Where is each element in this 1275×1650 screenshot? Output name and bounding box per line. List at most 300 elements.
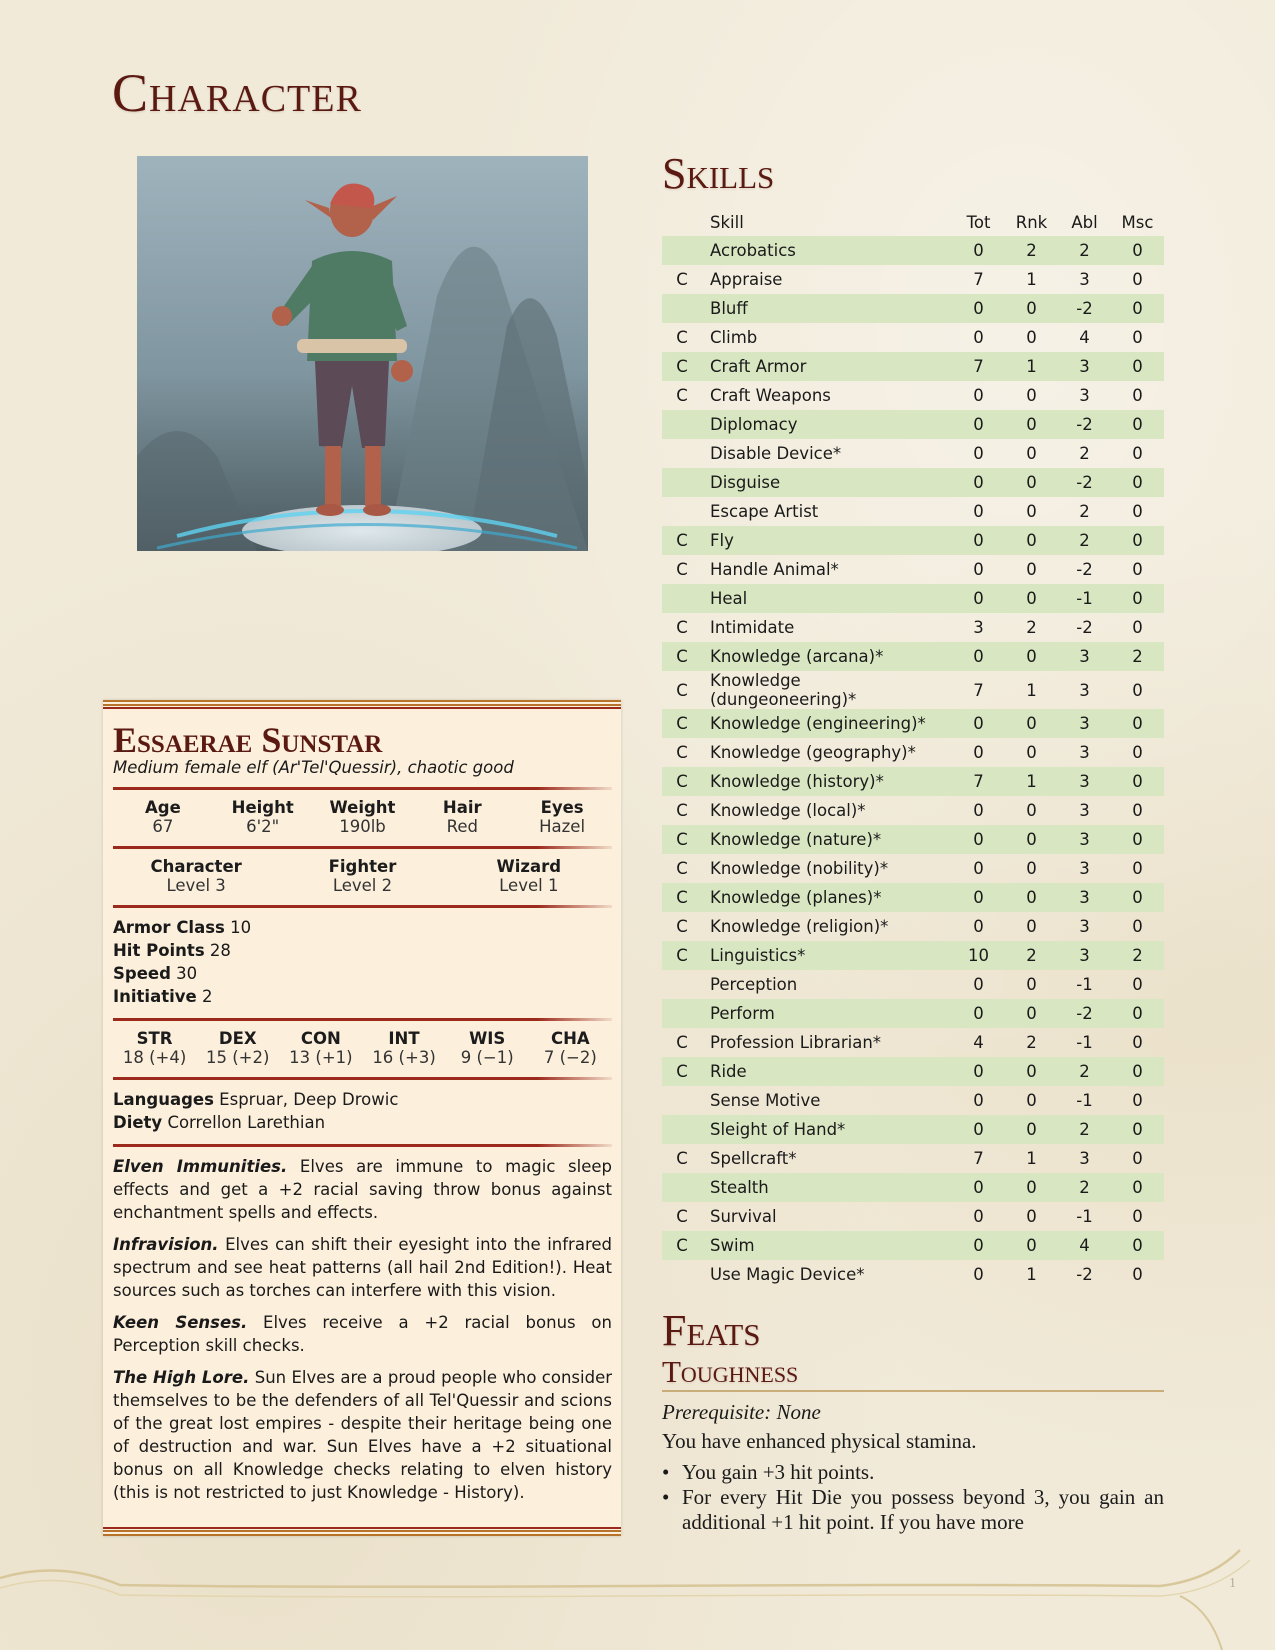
skill-ability: 2 [1079, 1178, 1090, 1197]
skill-ability: -2 [1076, 560, 1093, 579]
table-row [662, 1173, 1164, 1202]
skill-rank: 0 [1026, 299, 1037, 318]
skill-total: 0 [973, 1265, 984, 1284]
skill-rank: 0 [1026, 1091, 1037, 1110]
skill-misc: 0 [1132, 859, 1143, 878]
skill-misc: 0 [1132, 415, 1143, 434]
skill-class-flag: C [676, 1062, 688, 1081]
skill-total: 10 [968, 946, 989, 965]
skill-total: 0 [973, 801, 984, 820]
skill-name: Appraise [710, 270, 783, 289]
skill-ability: 3 [1079, 680, 1090, 700]
skill-ability: 3 [1079, 357, 1090, 376]
skill-misc: 0 [1132, 743, 1143, 762]
skill-misc: 0 [1132, 618, 1143, 637]
skill-ability: 3 [1079, 801, 1090, 820]
skill-ability: 3 [1079, 1149, 1090, 1168]
list-item: • For every Hit Die you possess beyond 3, you gain an additional +1 hit point. If you have more [662, 1485, 1164, 1535]
skill-total: 0 [973, 888, 984, 907]
skill-misc: 0 [1132, 1207, 1143, 1226]
skill-name: Heal [710, 589, 748, 608]
feat-prerequisite: Prerequisite: None [662, 1400, 821, 1424]
skill-total: 3 [973, 618, 984, 637]
skill-name: Knowledge (dungeoneering)* [710, 671, 857, 709]
list-item: • You gain +3 hit points. [662, 1460, 1164, 1485]
skill-total: 0 [973, 473, 984, 492]
skill-name: Fly [710, 531, 734, 550]
skill-misc: 0 [1132, 589, 1143, 608]
skill-ability: 3 [1079, 772, 1090, 791]
skill-misc: 0 [1132, 1120, 1143, 1139]
skill-ability: 3 [1079, 830, 1090, 849]
table-row [662, 294, 1164, 323]
skill-ability: 2 [1079, 502, 1090, 521]
skill-class-flag: C [676, 946, 688, 965]
skill-misc: 0 [1132, 1004, 1143, 1023]
col-msc: Msc [1121, 212, 1154, 232]
ability-dex: DEX 15 (+2) [206, 1029, 270, 1067]
stat-age: Age 67 [145, 798, 181, 836]
skill-ability: 3 [1079, 714, 1090, 733]
table-row [662, 613, 1164, 642]
skill-ability: -2 [1076, 299, 1093, 318]
skill-misc: 0 [1132, 1062, 1143, 1081]
skill-rank: 1 [1026, 1149, 1037, 1168]
skill-class-flag [662, 1115, 702, 1144]
skill-ability: 2 [1079, 1062, 1090, 1081]
skill-total: 0 [973, 444, 984, 463]
skill-total: 0 [973, 415, 984, 434]
skill-total: 0 [973, 560, 984, 579]
skill-rank: 0 [1026, 801, 1037, 820]
stat-weight: Weight 190lb [329, 798, 396, 836]
table-row [662, 825, 1164, 854]
skill-name: Ride [710, 1062, 747, 1081]
skill-name: Swim [710, 1236, 755, 1255]
skill-class-flag: C [676, 1149, 688, 1168]
skill-rank: 0 [1026, 415, 1037, 434]
skill-rank: 0 [1026, 1207, 1037, 1226]
skill-total: 0 [973, 647, 984, 666]
character-name: Essaerae Sunstar [113, 720, 383, 760]
table-row [662, 584, 1164, 613]
skill-rank: 0 [1026, 1062, 1037, 1081]
table-row [662, 999, 1164, 1028]
table-row [662, 1115, 1164, 1144]
skill-name: Escape Artist [710, 502, 819, 521]
divider [113, 1144, 612, 1147]
skill-class-flag: C [676, 888, 688, 907]
skill-ability: -2 [1076, 415, 1093, 434]
skill-total: 0 [973, 975, 984, 994]
divider [113, 905, 612, 908]
skill-total: 0 [973, 1178, 984, 1197]
table-row [662, 1231, 1164, 1260]
feats-title: Feats [662, 1306, 761, 1355]
skill-ability: 2 [1079, 1120, 1090, 1139]
trait-infravision: Infravision. Elves can shift their eyesight into the infrared spectrum and see heat patterns (all hail 2nd Edition!). Heat sources such as torches can interfere with this vision. [113, 1235, 612, 1300]
page-title: Character [112, 63, 362, 123]
defense-stats [113, 916, 612, 1008]
skill-name: Linguistics* [710, 946, 806, 965]
ability-scores [113, 1029, 612, 1067]
skill-ability: -2 [1076, 473, 1093, 492]
level-character: Character Level 3 [150, 857, 242, 895]
character-subtitle: Medium female elf (Ar'Tel'Quessir), chaotic good [113, 758, 514, 777]
skill-total: 0 [973, 1236, 984, 1255]
physical-stats [113, 798, 612, 836]
skill-name: Knowledge (history)* [710, 772, 884, 791]
table-row [662, 526, 1164, 555]
col-rnk: Rnk [1015, 212, 1048, 232]
skill-class-flag: C [676, 647, 688, 666]
skill-misc: 0 [1132, 680, 1143, 700]
skill-misc: 0 [1132, 502, 1143, 521]
table-row [662, 1202, 1164, 1231]
skill-ability: 3 [1079, 917, 1090, 936]
ability-str: STR 18 (+4) [122, 1029, 187, 1067]
skill-class-flag: C [676, 917, 688, 936]
skill-name: Knowledge (nobility)* [710, 859, 889, 878]
skill-name: Disable Device* [710, 444, 842, 463]
skill-misc: 0 [1132, 714, 1143, 733]
skill-misc: 0 [1132, 1178, 1143, 1197]
stat-block [103, 700, 621, 1536]
skill-name: Craft Armor [710, 357, 807, 376]
skill-name: Spellcraft* [710, 1149, 797, 1168]
table-row [662, 709, 1164, 738]
skill-misc: 0 [1132, 531, 1143, 550]
skill-total: 7 [973, 270, 984, 289]
skill-rank: 0 [1026, 975, 1037, 994]
table-row [662, 767, 1164, 796]
skill-ability: 4 [1079, 328, 1090, 347]
skill-total: 0 [973, 1120, 984, 1139]
skill-total: 0 [973, 1091, 984, 1110]
skill-total: 0 [973, 917, 984, 936]
divider [113, 846, 612, 849]
skill-class-flag [662, 970, 702, 999]
table-row [662, 1144, 1164, 1173]
skill-misc: 0 [1132, 1265, 1143, 1284]
skill-class-flag: C [676, 830, 688, 849]
skill-name: Knowledge (nature)* [710, 830, 882, 849]
skill-total: 7 [973, 680, 984, 700]
skill-class-flag [662, 1086, 702, 1115]
skill-misc: 0 [1132, 444, 1143, 463]
skill-class-flag [662, 1260, 702, 1289]
feat-bullets [662, 1460, 1164, 1535]
skill-rank: 2 [1026, 1033, 1037, 1052]
skill-rank: 0 [1026, 1236, 1037, 1255]
stat-hair: Hair Red [442, 798, 482, 836]
skill-rank: 0 [1026, 1004, 1037, 1023]
skill-ability: 2 [1079, 531, 1090, 550]
table-row [662, 497, 1164, 526]
table-row [662, 671, 1164, 709]
diety: Diety Correllon Larethian [113, 1113, 326, 1132]
skill-rank: 1 [1026, 680, 1037, 700]
table-row [662, 912, 1164, 941]
level-wizard: Wizard Level 1 [496, 857, 562, 895]
skill-name: Perception [710, 975, 798, 994]
skill-ability: -1 [1076, 589, 1093, 608]
skill-name: Acrobatics [710, 241, 796, 260]
skill-total: 0 [973, 714, 984, 733]
skill-total: 0 [973, 386, 984, 405]
skill-total: 0 [973, 502, 984, 521]
ability-int: INT 16 (+3) [372, 1029, 436, 1067]
skill-rank: 0 [1026, 743, 1037, 762]
skill-name: Survival [710, 1207, 777, 1226]
skill-misc: 2 [1132, 946, 1143, 965]
skill-rank: 0 [1026, 589, 1037, 608]
skill-total: 0 [973, 589, 984, 608]
skill-total: 4 [973, 1033, 984, 1052]
skill-total: 7 [973, 772, 984, 791]
skill-name: Stealth [710, 1178, 769, 1197]
feat-description: You have enhanced physical stamina. [662, 1429, 977, 1453]
skill-misc: 0 [1132, 328, 1143, 347]
col-class [662, 208, 702, 236]
skill-ability: -1 [1076, 1033, 1093, 1052]
table-row [662, 854, 1164, 883]
table-row [662, 381, 1164, 410]
skill-total: 0 [973, 1207, 984, 1226]
skill-total: 0 [973, 299, 984, 318]
table-row [662, 642, 1164, 671]
skill-rank: 2 [1026, 241, 1037, 260]
skill-rank: 0 [1026, 1120, 1037, 1139]
table-row [662, 1260, 1164, 1289]
trait-keen-senses: Keen Senses. Elves receive a +2 racial bonus on Perception skill checks. [113, 1313, 612, 1355]
skill-name: Knowledge (planes)* [710, 888, 882, 907]
table-row [662, 1028, 1164, 1057]
table-row [662, 410, 1164, 439]
skill-misc: 0 [1132, 772, 1143, 791]
table-row [662, 236, 1164, 265]
table-row [662, 1057, 1164, 1086]
col-tot: Tot [966, 212, 991, 232]
skill-class-flag [662, 468, 702, 497]
skill-class-flag [662, 999, 702, 1028]
skill-ability: -1 [1076, 1207, 1093, 1226]
skill-misc: 0 [1132, 830, 1143, 849]
skill-name: Climb [710, 328, 758, 347]
feat-name: Toughness [662, 1354, 1164, 1392]
skill-rank: 0 [1026, 714, 1037, 733]
skill-total: 0 [973, 1004, 984, 1023]
stat-armor-class: Armor Class 10 [113, 918, 252, 937]
skill-name: Knowledge (arcana)* [710, 647, 884, 666]
skill-misc: 0 [1132, 270, 1143, 289]
skill-class-flag [662, 410, 702, 439]
skill-rank: 1 [1026, 357, 1037, 376]
skill-name: Use Magic Device* [710, 1265, 865, 1284]
col-skill: Skill [710, 212, 744, 232]
skill-misc: 0 [1132, 917, 1143, 936]
trait-high-lore: The High Lore. Sun Elves are a proud people who consider themselves to be the defenders of all Tel'Quessir and scions of the great lost empires - despite their heritage being one of destruction and war. Sun Elves have a +2 situational bonus on all Knowledge checks relating to elven history (this is not restricted to just Knowledge - History). [113, 1368, 613, 1502]
skill-misc: 0 [1132, 299, 1143, 318]
skill-ability: 3 [1079, 888, 1090, 907]
skill-class-flag: C [676, 357, 688, 376]
character-portrait [137, 156, 588, 551]
skill-ability: -2 [1076, 1004, 1093, 1023]
skill-ability: 3 [1079, 743, 1090, 762]
skill-misc: 0 [1132, 357, 1143, 376]
skill-name: Bluff [710, 299, 748, 318]
skill-misc: 0 [1132, 801, 1143, 820]
skill-name: Knowledge (engineering)* [710, 714, 926, 733]
skill-class-flag: C [676, 560, 688, 579]
skill-misc: 0 [1132, 241, 1143, 260]
skill-ability: 3 [1079, 270, 1090, 289]
skill-rank: 2 [1026, 946, 1037, 965]
skill-class-flag: C [676, 772, 688, 791]
skill-rank: 0 [1026, 386, 1037, 405]
skill-rank: 0 [1026, 888, 1037, 907]
skill-total: 0 [973, 743, 984, 762]
skill-total: 0 [973, 830, 984, 849]
skill-misc: 0 [1132, 473, 1143, 492]
skill-rank: 0 [1026, 859, 1037, 878]
table-row [662, 941, 1164, 970]
table-row [662, 796, 1164, 825]
stat-height: Height 6'2" [231, 798, 294, 836]
skill-misc: 0 [1132, 1091, 1143, 1110]
skill-ability: -2 [1076, 1265, 1093, 1284]
skill-total: 0 [973, 531, 984, 550]
skill-misc: 0 [1132, 888, 1143, 907]
stat-initiative: Initiative 2 [113, 987, 213, 1006]
skill-ability: -1 [1076, 975, 1093, 994]
skill-class-flag [662, 1173, 702, 1202]
skill-class-flag: C [676, 618, 688, 637]
table-row [662, 468, 1164, 497]
skill-class-flag [662, 236, 702, 265]
skill-total: 7 [973, 357, 984, 376]
skill-class-flag: C [676, 270, 688, 289]
skill-ability: 3 [1079, 647, 1090, 666]
table-row [662, 970, 1164, 999]
skill-class-flag: C [676, 801, 688, 820]
stat-speed: Speed 30 [113, 964, 198, 983]
skill-total: 7 [973, 1149, 984, 1168]
skill-total: 0 [973, 328, 984, 347]
skill-ability: 2 [1079, 241, 1090, 260]
table-row [662, 1086, 1164, 1115]
skill-misc: 0 [1132, 1149, 1143, 1168]
skill-ability: -2 [1076, 618, 1093, 637]
skill-class-flag: C [676, 1033, 688, 1052]
skill-misc: 0 [1132, 1236, 1143, 1255]
skill-rank: 0 [1026, 917, 1037, 936]
stat-eyes: Eyes Hazel [539, 798, 586, 836]
table-row [662, 738, 1164, 767]
divider [113, 1018, 612, 1021]
skill-rank: 2 [1026, 618, 1037, 637]
skill-name: Intimidate [710, 618, 795, 637]
footer-ornament [0, 1540, 1275, 1650]
skill-rank: 0 [1026, 328, 1037, 347]
skill-class-flag: C [676, 531, 688, 550]
divider [113, 1077, 612, 1080]
skill-class-flag [662, 294, 702, 323]
skill-class-flag: C [676, 328, 688, 347]
divider [113, 787, 612, 790]
skill-name: Sense Motive [710, 1091, 821, 1110]
skill-name: Profession Librarian* [710, 1033, 882, 1052]
skill-class-flag: C [676, 1207, 688, 1226]
skill-ability: 3 [1079, 859, 1090, 878]
skill-class-flag: C [676, 714, 688, 733]
skill-ability: 3 [1079, 946, 1090, 965]
stat-hit-points: Hit Points 28 [113, 941, 231, 960]
languages: Languages Espruar, Deep Drowic [113, 1090, 399, 1109]
table-row [662, 883, 1164, 912]
skill-ability: 4 [1079, 1236, 1090, 1255]
skill-name: Disguise [710, 473, 781, 492]
skill-class-flag [662, 439, 702, 468]
traits [113, 1155, 612, 1504]
ability-wis: WIS 9 (−1) [460, 1029, 514, 1067]
skill-rank: 0 [1026, 531, 1037, 550]
skill-name: Handle Animal* [710, 560, 839, 579]
table-row [662, 352, 1164, 381]
skill-rank: 0 [1026, 1178, 1037, 1197]
skill-rank: 0 [1026, 560, 1037, 579]
skill-misc: 0 [1132, 386, 1143, 405]
skill-rank: 0 [1026, 473, 1037, 492]
skill-ability: 3 [1079, 386, 1090, 405]
skill-class-flag: C [676, 680, 688, 700]
skill-name: Craft Weapons [710, 386, 831, 405]
table-row [662, 555, 1164, 584]
skill-class-flag: C [676, 386, 688, 405]
table-row [662, 265, 1164, 294]
page-number: 1 [1229, 1576, 1236, 1591]
skill-rank: 0 [1026, 444, 1037, 463]
skill-name: Diplomacy [710, 415, 798, 434]
skill-total: 0 [973, 859, 984, 878]
skill-ability: 2 [1079, 444, 1090, 463]
table-row [662, 439, 1164, 468]
class-levels [113, 857, 612, 895]
skill-misc: 0 [1132, 560, 1143, 579]
skill-total: 0 [973, 1062, 984, 1081]
skill-name: Knowledge (local)* [710, 801, 866, 820]
skills-table [662, 208, 1164, 1289]
skill-rank: 0 [1026, 647, 1037, 666]
skill-total: 0 [973, 241, 984, 260]
trait-elven-immunities: Elven Immunities. Elves are immune to magic sleep effects and get a +2 racial saving throw bonus against enchantment spells and effects. [113, 1157, 612, 1222]
skill-name: Knowledge (religion)* [710, 917, 889, 936]
ability-con: CON 13 (+1) [289, 1029, 353, 1067]
level-fighter: Fighter Level 2 [328, 857, 397, 895]
skill-class-flag: C [676, 1236, 688, 1255]
misc-info [113, 1088, 612, 1134]
skill-class-flag: C [676, 859, 688, 878]
skill-rank: 1 [1026, 270, 1037, 289]
skill-rank: 0 [1026, 502, 1037, 521]
skill-name: Sleight of Hand* [710, 1120, 846, 1139]
skill-misc: 0 [1132, 1033, 1143, 1052]
skill-misc: 0 [1132, 975, 1143, 994]
skill-class-flag: C [676, 743, 688, 762]
skill-rank: 1 [1026, 1265, 1037, 1284]
skill-name: Perform [710, 1004, 775, 1023]
skills-header-row [662, 208, 1164, 236]
